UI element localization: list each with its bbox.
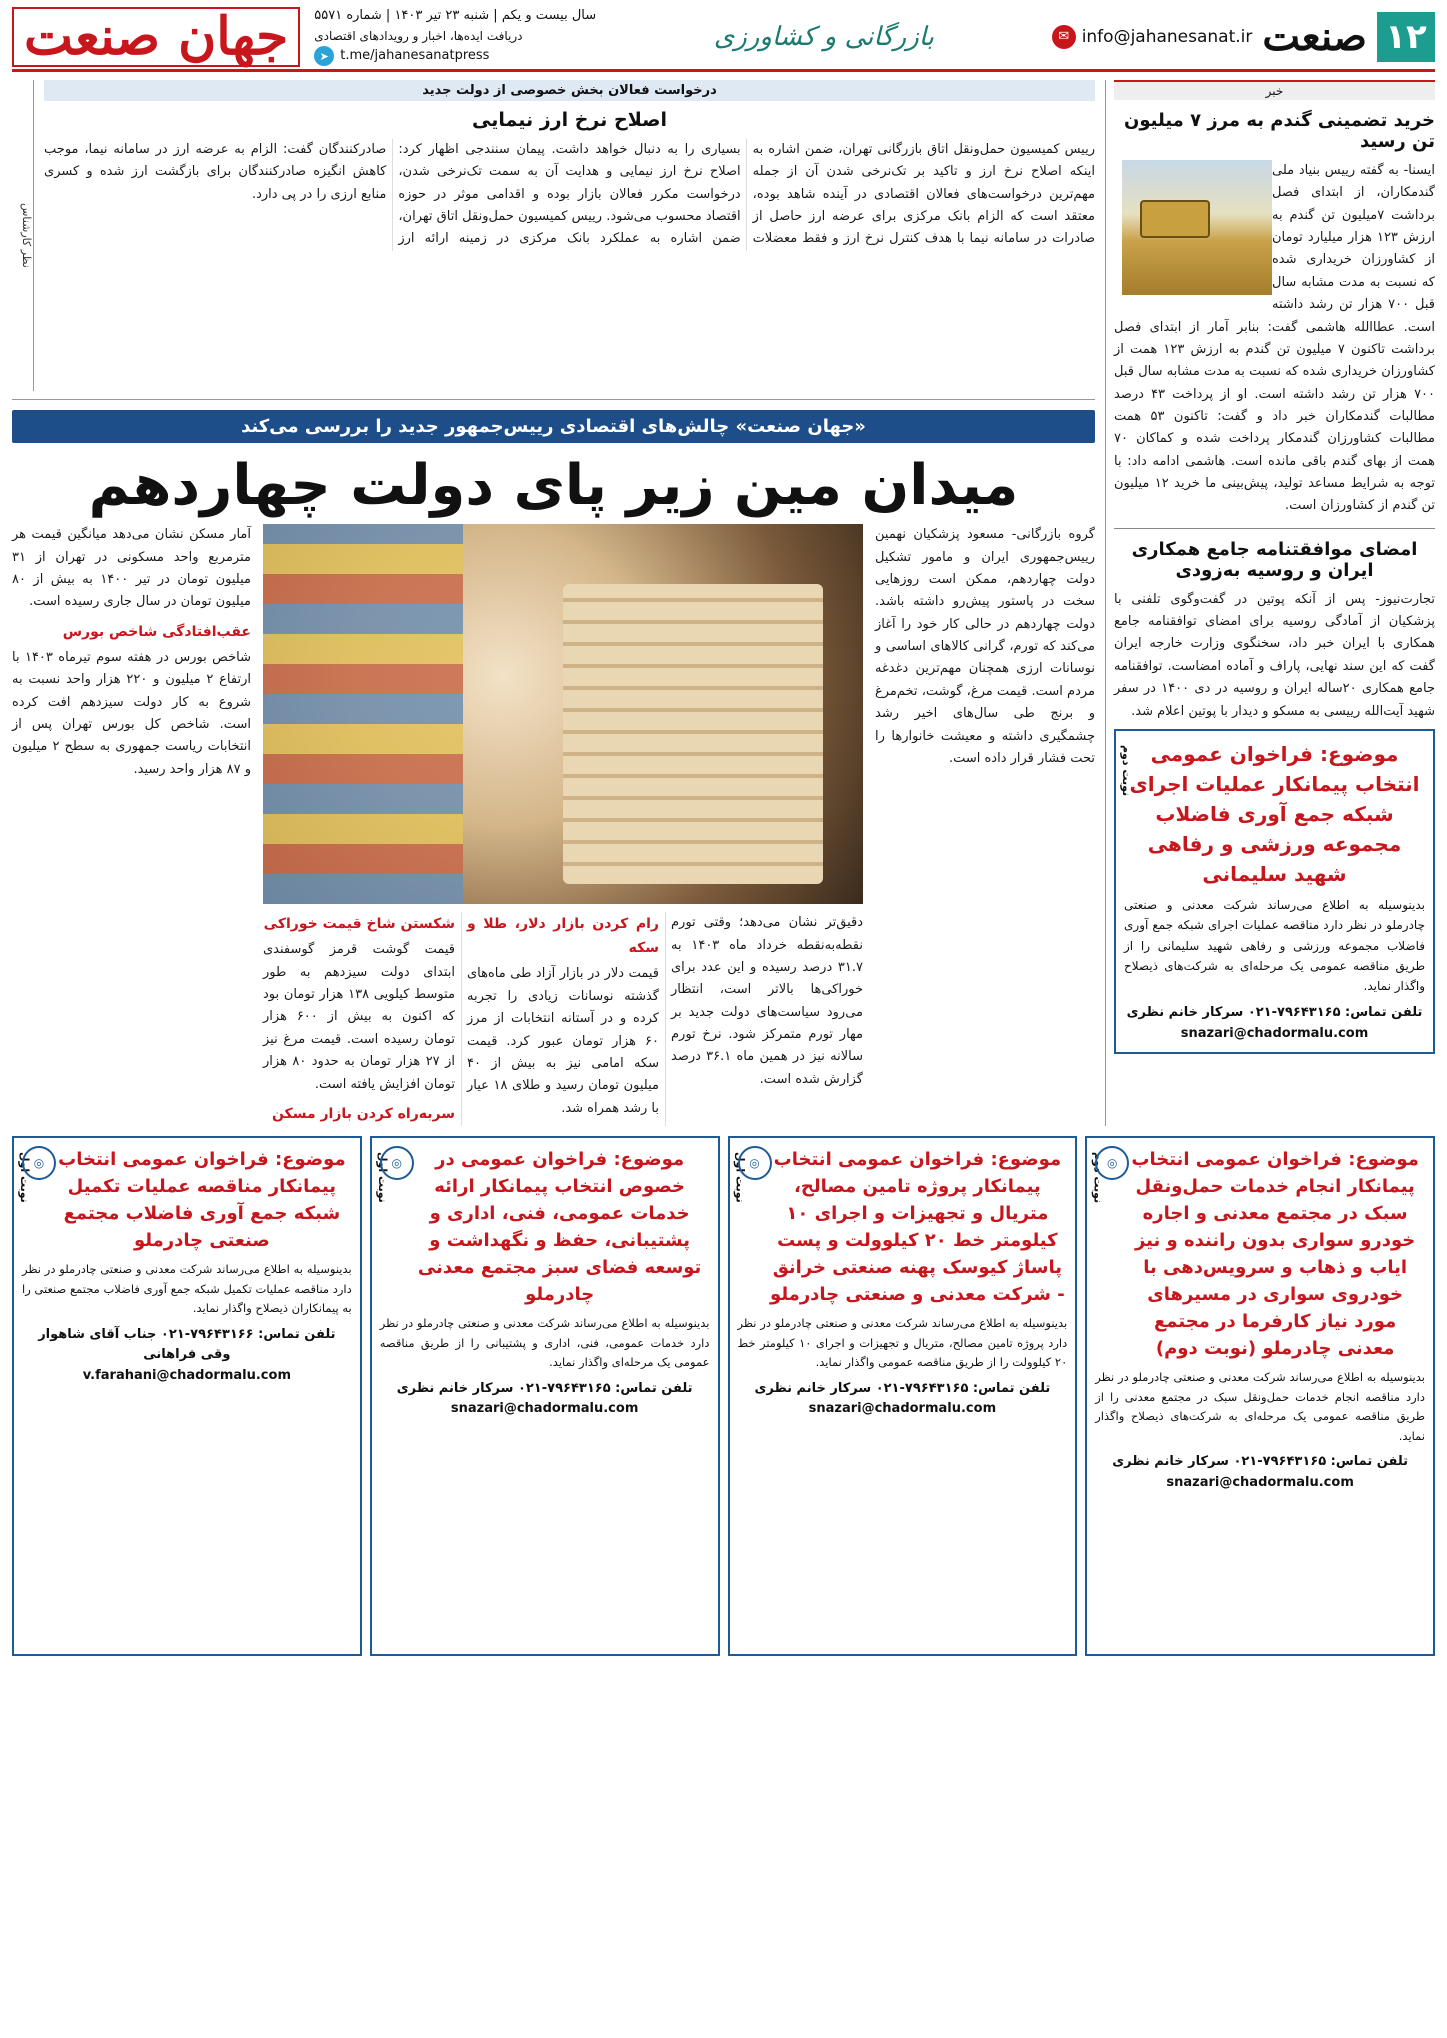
header-center [714,22,934,52]
page-number: ۱۲ [1377,12,1435,62]
ad-title: موضوع: فراخوان عمومی انتخاب پیمانکار انجام خدمات حمل‌ونقل سبک در مجتمع معدنی و اجاره خودرو سواری بدون راننده و نیز ایاب و ذهاب و سرویس‌دهی با خودروی سواری در مسیرهای مورد نیاز کارفرما در مجتمع معدنی چادرملو (نوبت دوم) [1131,1149,1419,1359]
telegram-link[interactable] [314,46,596,67]
russia-news-body: تجارت‌نیوز- پس از آنکه پوتین در گفت‌وگوی تلفنی با پزشکیان از آمادگی روسیه برای امضای توافقنامه جامع همکاری با ایران خبر داد، سخنگوی وزارت خارجه ایران گفت که این سند نهایی، پاراف و آماده امضاست. توافقنامه جامع همکاری ۲۰ساله ایران و روسیه در دی ۱۴۰۰ در سفر شهید آیت‌الله رییسی به مسکو و دیدار با پوتین اعلام شد. [1114,591,1435,719]
article-headline: اصلاح نرخ ارز نیمایی [472,109,667,131]
section-title: بازرگانی و کشاورزی [713,21,934,52]
shop-shelf [263,524,463,904]
ad-contact [738,1379,1068,1421]
right-column [1105,80,1435,1126]
page-header [12,5,1435,72]
ad-contact [1095,1452,1425,1494]
feature-middle [263,524,863,1126]
ad-contact [1124,1003,1425,1045]
feature-body [12,524,1095,1126]
brand-logo: جهان صنعت [12,7,300,67]
subhead-dollar: رام کردن بازار دلار، طلا و سکه [467,916,659,957]
egg-trays [563,584,823,884]
tender-ad-services [370,1136,720,1656]
ad-body: بدینوسیله به اطلاع می‌رساند شرکت معدنی و صنعتی چادرملو در نظر دارد مناقصه عملیات تکمیل شبکه جمع آوری فاضلاب مجتمع صنعتی را به پیمانکاران ذیصلاح واگذار نماید. [22,1262,352,1316]
email-contact[interactable] [1052,25,1253,49]
header-right [1052,12,1435,62]
wheat-harvest-photo [1122,160,1272,295]
ad-email[interactable]: snazari@chadormalu.com [1180,1025,1369,1041]
ad-email[interactable]: v.farahani@chadormalu.com [82,1368,291,1384]
ad-round-tag: نوبت اول [375,1152,389,1203]
subhead-housing: سربه‌راه کردن بازار مسکن [271,1105,455,1122]
tender-ad-power-line [728,1136,1078,1656]
telegram-icon: ➤ [314,46,334,66]
news-label: خبر [1114,80,1435,100]
header-left [12,6,596,67]
ad-round-tag: نوبت دوم [1120,744,1133,797]
company-logo-icon: ◎ [738,1146,772,1180]
feature-lead: گروه بازرگانی- مسعود پزشکیان نهمین رییس‌جمهوری ایران و مامور تشکیل دولت چهاردهم، ممکن است روزهایی سخت در پاستور پیش‌رو داشته باشد. دولت چهاردهم در حالی کار خود را آغاز می‌کند که تورم، گرانی کالاهای اساسی و نوسانات ارزی همچنان مهم‌ترین دغدغه مردم است. قیمت مرغ، گوشت، تخم‌مرغ و برنج طی سال‌های اخیر رشد چشمگیری داشته و معیشت خانوارها را تحت فشار قرار داده است. [875,527,1095,766]
russia-news-title: امضای موافقتنامه جامع همکاری ایران و روسیه به‌زودی [1131,538,1418,581]
ad-round-tag: نوبت دوم [1091,1152,1105,1204]
article-kicker: درخواست فعالان بخش خصوصی از دولت جدید [44,80,1095,101]
ad-title: موضوع: فراخوان عمومی انتخاب پیمانکار مناقصه عملیات تکمیل شبکه جمع آوری فاضلاب مجتمع صنعتی چادرملو [58,1149,346,1251]
col-e: شاخص بورس در هفته سوم تیرماه ۱۴۰۳ با ارتفاع ۲ میلیون و ۲۲۰ هزار واحد نسبت به شروع به کار دولت سیزدهم افت کرده است. شاخص کل بورس تهران پس از انتخابات ریاست جمهوری به سطح ۲ میلیون و ۸۷ هزار واحد رسید. [12,649,251,777]
tender-ad-transport [1085,1136,1435,1656]
ad-email[interactable]: snazari@chadormalu.com [808,1401,997,1417]
ad-title: موضوع: فراخوان عمومی انتخاب پیمانکار پروژه تامین مصالح، متریال و تجهیزات و اجرای ۱۰ کیلومتر خط ۲۰ کیلوولت و پست پاساژ کیوسک پهنه صنعتی خرانق - شرکت معدنی و صنعتی چادرملو [770,1149,1065,1305]
main-area [12,80,1095,1126]
article-body: رییس کمیسیون حمل‌ونقل اتاق بازرگانی تهران، ضمن اشاره به اینکه اصلاح نرخ ارز و تاکید بر تک‌نرخی شدن آن از جمله مهم‌ترین درخواست‌های فعالان اقتصادی در آینده شاهد بوده، معتقد است که الزام بانک مرکزی برای عرضه ارز حاصل از صادرات در سامانه نیما با هدف کنترل نرخ ارز و فقط معضلات بسیاری را به دنبال خواهد داشت. پیمان سنندجی اظهار کرد: اصلاح نرخ ارز نیمایی و هدایت آن به سمت تک‌نرخی شدن، درخواست مکرر فعالان بازار بوده و اقدامی موثر در حوزه اقتصاد محسوب می‌شود. رییس کمیسیون حمل‌ونقل اتاق تهران، ضمن اشاره به عملکرد بانک مرکزی در زمینه ارائه ارز صادرکنندگان گفت: الزام به عرضه ارز در سامانه نیما، موجب کاهش انگیزه صادرکنندگان برای بازگشت ارز شده و کسری منابع ارزی را در پی دارد. [44,142,1095,247]
subhead-bourse: عقب‌افتادگی شاخص بورس [62,623,251,640]
subhead-food: شکستن شاخ قیمت خوراکی [263,916,455,933]
issue-info [314,6,596,67]
company-logo-icon: ◎ [380,1146,414,1180]
col-c: قیمت گوشت قرمز گوسفندی ابتدای دولت سیزدهم به طور متوسط کیلویی ۱۳۸ هزار تومان بود که اکنون به بیش از ۶۰۰ هزار تومان رسیده است. قیمت مرغ نیز از ۲۷ هزار تومان به حدود ۸۰ هزار تومان افزایش یافته است. [263,942,455,1092]
ad-phone: تلفن تماس: ۷۹۶۴۳۱۶۵-۰۲۱ سرکار خانم نظری [1112,1454,1409,1470]
mail-icon: ✉ [1052,25,1076,49]
small-logo: صنعت [1262,13,1367,60]
ad-phone: تلفن تماس: ۷۹۶۴۳۱۶۵-۰۲۱ سرکار خانم نظری [1126,1004,1423,1020]
ad-body: بدینوسیله به اطلاع می‌رساند شرکت معدنی و صنعتی چادرملو در نظر دارد مناقصه عملیات اجرای شبکه جمع آوری فاضلاب مجموعه ورزشی و رفاهی شهید سلیمانی را از طریق مناقصه عمومی یک مرحله‌ای به شرکت‌های ذیصلاح واگذار نماید. [1124,897,1425,994]
combine-harvester [1140,200,1210,238]
wheat-news-title: خرید تضمینی گندم به مرز ۷ میلیون تن رسید [1123,110,1435,152]
ad-phone: تلفن تماس: ۷۹۶۴۳۱۶۵-۰۲۱ سرکار خانم نظری [754,1380,1051,1396]
ad-body: بدینوسیله به اطلاع می‌رساند شرکت معدنی و صنعتی چادرملو در نظر دارد پروژه تامین مصالح، متریال و تجهیزات و اجرای ۱۰ کیلومتر خط ۲۰ کیلوولت را از طریق مناقصه عمومی واگذار نماید. [737,1316,1068,1370]
issue-line: سال بیست و یکم | شنبه ۲۳ تیر ۱۴۰۳ | شماره ۵۵۷۱ [314,8,597,24]
ad-email[interactable]: snazari@chadormalu.com [450,1401,639,1417]
ad-phone: تلفن تماس: ۷۹۶۴۳۱۶۵-۰۲۱ سرکار خانم نظری [396,1380,693,1396]
telegram-text: t.me/jahanesanatpress [340,48,490,64]
feature-columns [263,912,863,1126]
ad-round-tag: نوبت اول [733,1152,747,1203]
ad-phone: تلفن تماس: ۷۹۶۴۳۱۶۶-۰۲۱ جناب آقای شاهوار وقی فراهانی [38,1326,336,1363]
wheat-news-body: ایسنا- به گفته رییس بنیاد ملی گندمکاران، از ابتدای فصل برداشت ۷میلیون تن گندم به ارزش ۱۲۳ هزار میلیارد تومان از کشاورزان خریداری شده که نسبت به مدت مشابه سال قبل ۷۰۰ هزار تن رشد داشته است. عطاالله هاشمی گفت: بنابر آمار از ابتدای فصل برداشت تاکنون ۷ میلیون تن گندم به ارزش ۱۲۳ همت از کشاورزان خریداری شده که نسبت به مدت مشابه سال قبل ۷۰۰ هزار تن رشد داشته است. او از پرداخت ۴۳ درصد مطالبات گندمکاران خبر داد و گفت: تاکنون ۵۳ همت مطالبات کشاورزان گندمکار پرداخت شده و کماکان ۷۰ همت از بهای گندم باقی مانده است. هاشمی ادامه داد: با توجه به شرایط مساعد تولید، پیش‌بینی ما خرید ۱۲ میلیون تن گندم از کشاورزان است. [1114,163,1436,514]
divider [1114,528,1435,529]
author-strip: نظر کارشناس [12,80,34,391]
tender-ad-sewage-complete [12,1136,362,1656]
email-text: info@jahanesanat.ir [1081,26,1253,47]
feature-banner: «جهان صنعت» چالش‌های اقتصادی رییس‌جمهور جدید را بررسی می‌کند [12,410,1095,443]
ad-body: بدینوسیله به اطلاع می‌رساند شرکت معدنی و صنعتی چادرملو در نظر دارد مناقصه انجام خدمات حمل‌ونقل سبک در مجتمع معدنی را از طریق مناقصه عمومی یک مرحله‌ای به شرکت‌های ذیصلاح واگذار نماید. [1095,1370,1425,1443]
company-logo-icon: ◎ [22,1146,56,1180]
tender-ad-sewage [1114,729,1435,1055]
bottom-ads [12,1136,1435,1656]
ad-contact [22,1325,352,1387]
ad-title: موضوع: فراخوان عمومی انتخاب پیمانکار عملیات اجرای شبکه جمع آوری فاضلاب مجموعه ورزشی و رفاهی شهید سلیمانی [1129,741,1420,886]
main-headline: میدان مین زیر پای دولت چهاردهم [88,453,1019,519]
ad-round-tag: نوبت اول [18,1152,31,1203]
col-a: دقیق‌تر نشان می‌دهد؛ وقتی تورم نقطه‌به‌نقطه خرداد ماه ۱۴۰۳ به ۳۱.۷ درصد رسیده و این عدد برای خوراکی‌ها بالاتر است، انتظار می‌رود سیاست‌های دولت جدید بر مهار تورم متمرکز شود. نرخ تورم سالانه نیز در همین ماه ۳۶.۱ درصد گزارش شده است. [671,915,863,1087]
upper-strip [12,80,1095,400]
egg-market-photo [263,524,863,904]
top-region [12,80,1435,1126]
tagline: دریافت ایده‌ها، اخبار و رویدادهای اقتصادی [314,28,523,43]
col-b: قیمت دلار در بازار آزاد طی ماه‌های گذشته نوسانات زیادی را تجربه کرده و در آستانه انتخابات از مرز ۶۰ هزار تومان عبور کرد. قیمت سکه امامی نیز به بیش از ۴۰ میلیون تومان رسید و طلای ۱۸ عیار با رشد همراه شد. [467,966,659,1116]
col-d: آمار مسکن نشان می‌دهد میانگین قیمت هر مترمربع واحد مسکونی در تهران از ۳۱ میلیون تومان در تیر ۱۴۰۰ به بیش از ۸۰ میلیون تومان در سال جاری رسیده است. [12,527,251,610]
ad-contact [380,1379,710,1421]
feature-left-column [12,524,251,1126]
ad-email[interactable]: snazari@chadormalu.com [1166,1474,1354,1490]
ad-title: موضوع: فراخوان عمومی در خصوص انتخاب پیمانکار ارائه خدمات عمومی، فنی، اداری و پشتیبانی، حفظ و نگهداشت و توسعه فضای سبز مجتمع معدنی چادرملو [417,1149,702,1305]
ad-body: بدینوسیله به اطلاع می‌رساند شرکت معدنی و صنعتی چادرملو در نظر دارد خدمات عمومی، فنی، اداری و پشتیبانی را از طریق مناقصه عمومی یک مرحله‌ای واگذار نماید. [379,1316,710,1370]
company-logo-icon: ◎ [1095,1146,1129,1180]
currency-article [44,80,1095,391]
